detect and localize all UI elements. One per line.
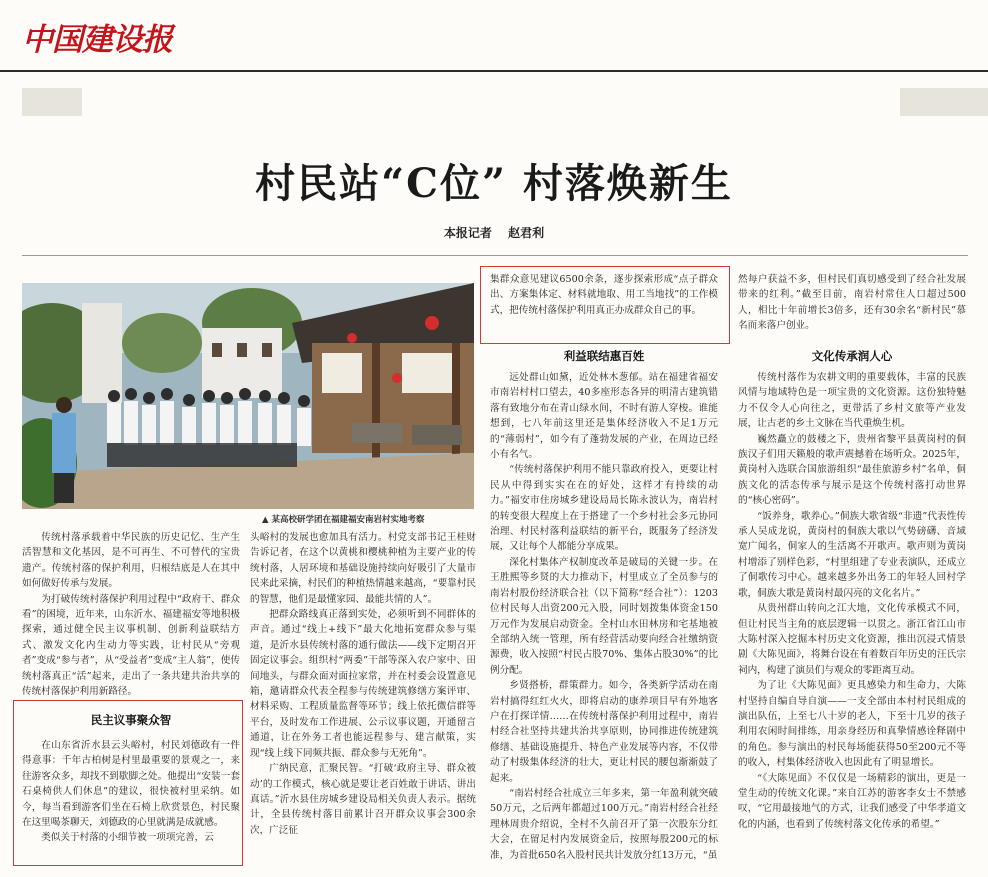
byline-name: 赵君利	[508, 226, 545, 240]
paragraph: “饭养身，歌养心。”侗族大歌省级“非遗”代表性传承人吴成龙说，黄岗村的侗族大歌以气势磅礴、音域宽广闻名，侗家人的生活离不开歌声。歌声则为黄岗村增添了别样色彩，“村里组建了专业表演队，还成立了侗歌传习中心。越来越多外出务工的年轻人回村学歌，侗族大歌是黄岗村最闪亮的文化名片。”	[738, 510, 966, 599]
column-4	[738, 370, 966, 832]
column-3-top	[490, 272, 718, 318]
article-headline: 村民站“C位” 村落焕新生	[255, 160, 733, 207]
section-heading: 文化传承润人心	[811, 349, 893, 363]
paragraph: 乡贤搭桥，群策群力。如今，各类新学活动在南岩村搞得红红火火，即将启动的康养项目早有外地客户在打探详情……在传统村落保护利用过程中，南岩村经合社坚持共建共治共享原则，协同推进传统建筑修缮、基础设施提升、特色产业发展等内容，不仅带动了村级集体经济的壮大，更让村民的腰包渐渐鼓了起来。	[490, 680, 718, 784]
paragraph: 从贵州群山转向之江大地，文化传承模式不同，但让村民当主角的底层逻辑一以贯之。浙江省江山市大陈村深入挖掘本村历史文化资源，推出沉浸式情景剧《大陈见面》，将舞台设在有着数百年历史的汪氏宗祠内，构建了演员们与观众的零距离互动。	[738, 603, 966, 676]
headline-rule	[22, 255, 968, 256]
paragraph: 为打破传统村落保护利用过程中“政府干、群众看”的困境，近年来，山东沂水、福建福安等地积极探索，通过健全民主议事机制、创新利益联结方式、激发文化内生动力等实践，让村民从“旁观者”变成“参与者”，从“受益者”变成“主人翁”，使传统村落真正“活”起来，走出了一条共建共治共享的传统村落保护利用新路径。	[22, 593, 240, 698]
paragraph: 头峪村的发展也愈加具有活力。村党支部书记王桂财告诉记者，在这个以黄桃和樱桃种植为主要产业的传统村落，人居环境和基础设施持续向好吸引了大量市民来此采摘，村民们的种植热情越来越高，“要靠村民的智慧，他们是最懂家园、最能共情的人”。	[250, 532, 476, 605]
paragraph: 集群众意见建议6500余条，逐步探索形成“点子群众出、方案集体定、材料就地取、用工当地找”的工作模式，把传统村落保护利用真正办成群众自己的事。	[490, 274, 718, 316]
decorative-band-left	[22, 88, 82, 116]
section-heading: 民主议事聚众智	[90, 713, 172, 727]
paragraph: “《大陈见面》不仅仅是一场精彩的演出，更是一堂生动的传统文化课。”来自江苏的游客李女士不禁感叹，“它用最接地气的方式，让我们感受了中华孝道文化的内涵，也看到了传统村落文化传承的希望。”	[738, 772, 966, 830]
byline-label: 本报记者	[443, 226, 492, 240]
paragraph: 广纳民意，汇聚民智。“打破‘政府主导、群众被动’的工作模式，核心就是要让老百姓敢于讲话、讲出真话。”沂水县住房城乡建设局相关负责人表示。据统计，全县传统村落目前累计召开群众议事会300余次，广泛征	[250, 763, 476, 836]
paragraph: 然每户获益不多，但村民们真切感受到了经合社发展带来的红利。”截至目前，南岩村常住人口超过500人，相比十年前增长3倍多，还有30余名“新村民”慕名而来落户创业。	[738, 274, 966, 332]
column-4-top	[738, 272, 966, 334]
paragraph: 巍然矗立的鼓楼之下，贵州省黎平县黄岗村的侗族汉子们用天籁般的歌声震撼着在场听众。2025年，黄岗村入选联合国旅游组织“最佳旅游乡村”名单，侗族文化的活态传承与展示是这个传统村落打动世界的“核心密码”。	[738, 433, 966, 507]
column-3	[490, 370, 718, 863]
paragraph: 深化村集体产权制度改革是破局的关键一步。在王胜熙等乡贤的大力推动下，村里成立了全员参与的南岩村股份经济联合社（以下简称“经合社”）：1203位村民每人出资200元入股，同时划拨集体资金150万元作为发展启动资金。全村山水田林房和宅基地被全部纳入统一管理，所有经营活动要向经合社缴纳资源费，收入按照“村民占股70%、集体占股30%”的比例分配。	[490, 556, 718, 676]
paragraph: 传统村落承载着中华民族的历史记忆、生产生活智慧和文化基因，是不可再生、不可替代的宝贵遗产。传统村落的保护利用，归根结底是人在其中如何做好传承与发展。	[22, 532, 240, 590]
paragraph: “南岩村经合社成立三年多来，第一年盈利就突破50万元，之后两年都超过100万元。”南岩村经合社经理林周贵介绍说，全村不久前召开了第一次股东分红大会，在留足村内发展资金后，按照每股200元的标准，为首批650名入股村民共计发放分红13万元，“虽	[490, 787, 718, 861]
paragraph: 类似关于村落的小细节被一项项完善，云	[41, 832, 214, 844]
masthead-rule	[0, 70, 988, 72]
paragraph: 在山东省沂水县云头峪村，村民刘德政有一件得意事：千年古柏树是村里最重要的景观之一，来往游客众多，却找不到歇脚之处。他提出“安装一套石桌椅供人们休息”的建议，很快被村里采纳。如今，每当看到游客们坐在石椅上欣赏景色，村民聚在这里喝茶聊天，刘德政的心里就满是成就感。	[22, 740, 240, 829]
newspaper-logo: 中国建设报	[22, 22, 172, 58]
section-heading: 利益联结惠百姓	[563, 349, 645, 363]
paragraph: 远处群山如黛，近处林木葱郁。站在福建省福安市南岩村村口望去，40多座形态各异的明清古建筑错落有致地分布在青山绿水间，不时有游人穿梭。谁能想到，七八年前这里还是集体经济收入不足1万元的“薄弱村”，如今有了蓬勃发展的产业，在周边已经小有名气。	[490, 372, 718, 461]
column-1-section	[22, 738, 240, 846]
paragraph: 为了让《大陈见面》更具感染力和生命力，大陈村坚持自编自导自演——一支全部由本村村民组成的演出队伍，上至七八十岁的老人，下至十几岁的孩子利用农闲时间排练，用亲身经历和真挚情感诠释剧中的角色。参与演出的村民每场能获得50至200元不等的收入，村集体经济收入也因此有了明显增长。	[738, 680, 966, 769]
byline	[0, 224, 988, 241]
photo-caption: ▲ 某高校研学团在福建福安南岩村实地考察	[262, 515, 425, 525]
paragraph: “传统村落保护利用不能只靠政府投入，更要让村民从中得到实实在在的好处，这样才有持续的动力。”福安市住房城乡建设局局长陈永波认为，南岩村的转变很大程度上在于搭建了一个乡村社会多元协同治理、村民村落利益联结的新平台，既服务了经济发展，又让每个人都能分享成果。	[490, 464, 718, 553]
column-1-intro	[22, 530, 240, 699]
paragraph: 把群众路线真正落到实处，必须听到不同群体的声音。通过“线上+线下”最大化地拓宽群众参与渠道，是沂水县传统村落的通行做法——线下定期召开固定议事会。组织村“两委”干部等深入农户家中、田间地头，与群众面对面拉家常，并在村委会设置意见箱，邀请群众代表全程参与传统建筑修缮方案评审、材料采购、工程质量监督等环节；线上依托微信群等平台，及时发布工作进展、公示议事议题，开通留言通道，让在外务工者也能远程参与、建言献策，实现“线上线下同频共振、群众参与无死角”。	[250, 609, 476, 759]
decorative-band-right	[900, 88, 988, 116]
article-photo	[22, 283, 474, 509]
village-photo-illustration	[22, 283, 474, 509]
paragraph: 传统村落作为农耕文明的重要载体，丰富的民族风情与地域特色是一项宝贵的文化资源。这份独特魅力不仅令人心向往之，更带活了乡村文旅等产业发展，让古老的乡土文脉在当代重焕生机。	[738, 372, 966, 430]
column-2	[250, 530, 476, 838]
